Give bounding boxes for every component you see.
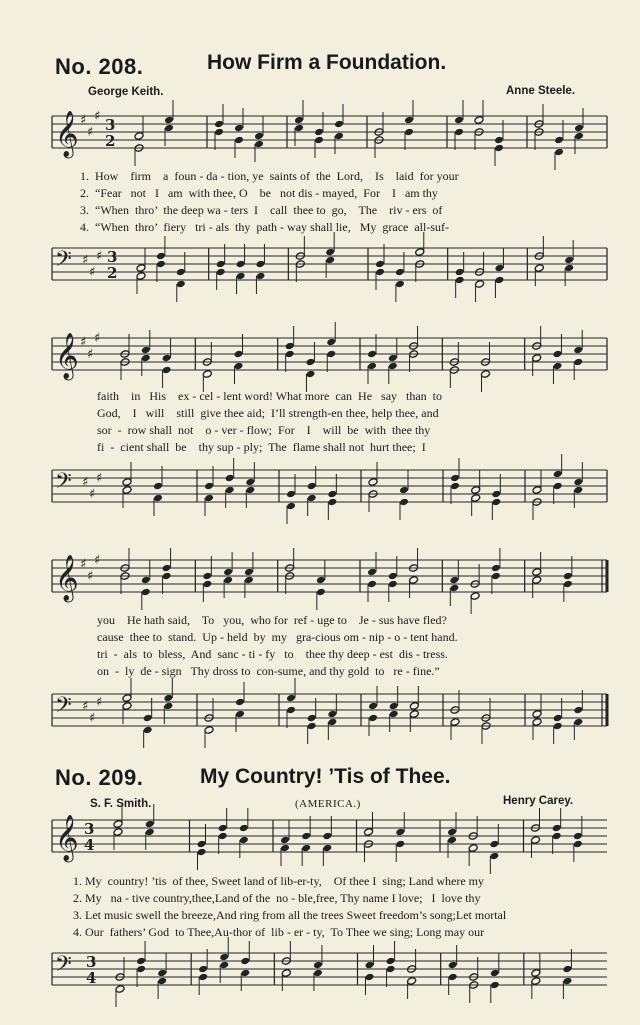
note-head: [368, 478, 378, 487]
note-head: [204, 482, 214, 491]
time-signature: 3: [84, 820, 95, 838]
note-head: [162, 564, 172, 573]
note-head: [573, 718, 583, 727]
verse-line: 3. “When thro’ the deep wa - ters I call thee to go, The riv - ers of: [80, 203, 443, 217]
note-head: [286, 490, 296, 499]
note-head: [494, 136, 504, 145]
note-head: [449, 584, 459, 593]
note-head: [244, 576, 254, 585]
note-head: [197, 840, 207, 849]
note-head: [399, 498, 409, 507]
note-head: [240, 957, 250, 966]
note-head: [532, 354, 542, 363]
sharp-icon: ♯: [82, 475, 89, 490]
note-head: [197, 848, 207, 857]
note-head: [314, 136, 324, 145]
note-head: [552, 824, 562, 833]
note-head: [157, 977, 167, 986]
note-head: [122, 478, 132, 487]
hymn-208-title: How Firm a Foundation.: [207, 51, 447, 74]
time-signature: 3: [86, 953, 97, 971]
verse-line: God, I will still give thee aid; I’ll strength-en thee, help thee, and: [97, 406, 439, 420]
note-head: [223, 576, 233, 585]
note-head: [552, 350, 562, 359]
note-head: [234, 136, 244, 145]
note-head: [143, 714, 153, 723]
treble-staff: [0, 330, 640, 392]
hymn-208-composer: George Keith.: [88, 86, 164, 98]
note-head: [562, 977, 572, 986]
note-head: [489, 852, 499, 861]
note-head: [481, 370, 491, 379]
note-head: [334, 132, 344, 141]
note-head: [236, 260, 246, 269]
note-head: [122, 694, 132, 703]
note-head: [563, 572, 573, 581]
note-head: [122, 486, 132, 495]
note-head: [491, 490, 501, 499]
sharp-icon: ♯: [94, 109, 101, 124]
note-head: [364, 828, 374, 837]
sharp-icon: ♯: [94, 331, 101, 346]
note-head: [234, 362, 244, 371]
note-head: [143, 726, 153, 735]
note-head: [532, 486, 542, 495]
verse-line: cause thee to stand. Up - held by my gra-cious om - nip - o - tent hand.: [97, 630, 458, 644]
note-head: [409, 710, 419, 719]
note-head: [447, 828, 457, 837]
note-head: [244, 568, 254, 577]
time-signature: 4: [86, 969, 97, 987]
hymn-209-tune: (AMERICA.): [295, 798, 361, 810]
note-head: [163, 694, 173, 703]
treble-staff: [0, 552, 640, 614]
note-head: [255, 272, 265, 281]
note-head: [534, 264, 544, 273]
verse-line: sor - row shall not o - ver - flow; For I will be with thee thy: [97, 423, 431, 437]
note-head: [234, 124, 244, 133]
bass-staff: [0, 240, 640, 302]
note-head: [234, 350, 244, 359]
verse-line: 1. My country! ’tis of thee, Sweet land of lib-er-ty, Of thee I sing; Land where my: [73, 874, 484, 888]
note-head: [474, 116, 484, 125]
note-head: [136, 272, 146, 281]
note-head: [388, 354, 398, 363]
note-head: [145, 828, 155, 837]
note-head: [395, 840, 405, 849]
note-head: [470, 592, 480, 601]
note-head: [316, 576, 326, 585]
note-head: [574, 124, 584, 133]
note-head: [375, 260, 385, 269]
note-head: [490, 981, 500, 990]
note-head: [202, 572, 212, 581]
note-head: [449, 576, 459, 585]
note-head: [285, 342, 295, 351]
note-head: [454, 128, 464, 137]
bass-clef-icon: 𝄢: [55, 247, 72, 277]
note-head: [307, 494, 317, 503]
note-head: [162, 572, 172, 581]
note-head: [455, 268, 465, 277]
treble-clef-icon: 𝄞: [55, 555, 79, 601]
time-signature: 2: [107, 264, 118, 282]
sharp-icon: ♯: [96, 695, 103, 710]
note-head: [239, 836, 249, 845]
note-head: [113, 828, 123, 837]
note-head: [454, 116, 464, 125]
note-head: [313, 961, 323, 970]
note-head: [552, 362, 562, 371]
sharp-icon: ♯: [80, 335, 87, 350]
note-head: [564, 256, 574, 265]
sharp-icon: ♯: [89, 265, 96, 280]
note-head: [164, 124, 174, 133]
hymn-209-author: S. F. Smith.: [90, 798, 152, 810]
bass-staff: [0, 686, 640, 748]
sharp-icon: ♯: [87, 347, 94, 362]
note-head: [404, 128, 414, 137]
verse-line: you He hath said, To you, who for ref - uge to Je - sus have fled?: [97, 613, 447, 627]
note-head: [468, 844, 478, 853]
note-head: [368, 714, 378, 723]
note-head: [531, 836, 541, 845]
sharp-icon: ♯: [80, 557, 87, 572]
note-head: [219, 953, 229, 962]
note-head: [239, 824, 249, 833]
note-head: [326, 338, 336, 347]
note-head: [156, 260, 166, 269]
note-head: [490, 969, 500, 978]
note-head: [307, 482, 317, 491]
note-head: [404, 116, 414, 125]
note-head: [471, 486, 481, 495]
note-head: [141, 354, 151, 363]
sharp-icon: ♯: [89, 487, 96, 502]
note-head: [494, 144, 504, 153]
note-head: [136, 957, 146, 966]
note-head: [367, 568, 377, 577]
hymn-208-author: Anne Steele.: [506, 85, 576, 97]
note-head: [162, 354, 172, 363]
note-head: [553, 714, 563, 723]
note-head: [562, 965, 572, 974]
note-head: [450, 474, 460, 483]
note-head: [334, 120, 344, 129]
note-head: [214, 128, 224, 137]
sharp-icon: ♯: [89, 711, 96, 726]
note-head: [281, 969, 291, 978]
sharp-icon: ♯: [82, 253, 89, 268]
note-head: [573, 706, 583, 715]
note-head: [218, 824, 228, 833]
note-head: [286, 502, 296, 511]
bass-clef-icon: 𝄢: [55, 693, 72, 723]
sharp-icon: ♯: [94, 553, 101, 568]
note-head: [219, 961, 229, 970]
verse-line: tri - als to bless, And sanc - ti - fy to thee thy deep - est dis - tress.: [97, 647, 448, 661]
note-head: [532, 568, 542, 577]
note-head: [494, 264, 504, 273]
note-head: [301, 844, 311, 853]
note-head: [552, 832, 562, 841]
note-head: [325, 256, 335, 265]
note-head: [491, 564, 501, 573]
time-signature: 3: [105, 116, 116, 134]
note-head: [554, 136, 564, 145]
note-head: [450, 718, 460, 727]
note-head: [240, 969, 250, 978]
sharp-icon: ♯: [87, 569, 94, 584]
note-head: [573, 346, 583, 355]
note-head: [395, 268, 405, 277]
note-head: [574, 132, 584, 141]
treble-clef-icon: 𝄞: [55, 111, 79, 157]
note-head: [573, 486, 583, 495]
note-head: [204, 726, 214, 735]
note-head: [407, 977, 417, 986]
note-head: [325, 248, 335, 257]
note-head: [236, 272, 246, 281]
treble-staff: [0, 108, 640, 170]
note-head: [531, 977, 541, 986]
note-head: [327, 498, 337, 507]
note-head: [554, 148, 564, 157]
note-head: [235, 710, 245, 719]
sharp-icon: ♯: [87, 125, 94, 140]
sharp-icon: ♯: [82, 699, 89, 714]
note-head: [216, 260, 226, 269]
note-head: [573, 478, 583, 487]
note-head: [307, 714, 317, 723]
note-head: [216, 268, 226, 277]
note-head: [202, 580, 212, 589]
note-head: [322, 832, 332, 841]
note-head: [326, 350, 336, 359]
note-head: [141, 588, 151, 597]
bass-staff: [0, 945, 640, 1007]
note-head: [553, 470, 563, 479]
note-head: [286, 694, 296, 703]
treble-clef-icon: 𝄞: [55, 333, 79, 379]
note-head: [313, 969, 323, 978]
note-head: [225, 474, 235, 483]
note-head: [368, 702, 378, 711]
note-head: [254, 132, 264, 141]
note-head: [365, 961, 375, 970]
note-head: [471, 494, 481, 503]
note-head: [327, 490, 337, 499]
time-signature: 3: [107, 248, 118, 266]
note-head: [494, 276, 504, 285]
hymn-209-title: My Country! ’Tis of Thee.: [200, 765, 451, 788]
verse-line: 3. Let music swell the breeze,And ring from all the trees Sweet freedom’s song;Let mortal: [73, 908, 507, 922]
sharp-icon: ♯: [96, 471, 103, 486]
note-head: [245, 478, 255, 487]
note-head: [176, 268, 186, 277]
note-head: [156, 252, 166, 261]
note-head: [448, 973, 458, 982]
note-head: [235, 698, 245, 707]
note-head: [294, 116, 304, 125]
sharp-icon: ♯: [80, 113, 87, 128]
note-head: [327, 718, 337, 727]
note-head: [365, 973, 375, 982]
note-head: [532, 718, 542, 727]
note-head: [531, 969, 541, 978]
note-head: [553, 482, 563, 491]
note-head: [409, 576, 419, 585]
time-signature: 2: [105, 132, 116, 150]
note-head: [294, 124, 304, 133]
note-head: [450, 482, 460, 491]
note-head: [204, 494, 214, 503]
note-head: [254, 140, 264, 149]
note-head: [532, 576, 542, 585]
note-head: [164, 116, 174, 125]
verse-line: fi - cient shall be thy sup - ply; The flame shall not hurt thee; I: [97, 440, 426, 454]
note-head: [564, 264, 574, 273]
note-head: [395, 828, 405, 837]
note-head: [389, 710, 399, 719]
note-head: [409, 702, 419, 711]
sharp-icon: ♯: [96, 249, 103, 264]
note-head: [280, 836, 290, 845]
bass-staff: [0, 462, 640, 524]
note-head: [448, 961, 458, 970]
note-head: [202, 370, 212, 379]
note-head: [145, 820, 155, 829]
note-head: [141, 576, 151, 585]
note-head: [327, 710, 337, 719]
note-head: [301, 832, 311, 841]
note-head: [475, 280, 485, 289]
note-head: [307, 722, 317, 731]
time-signature: 4: [84, 836, 95, 854]
note-head: [286, 706, 296, 715]
treble-clef-icon: 𝄞: [55, 815, 79, 861]
note-head: [491, 572, 501, 581]
note-head: [455, 276, 465, 285]
note-head: [532, 710, 542, 719]
note-head: [375, 268, 385, 277]
note-head: [176, 280, 186, 289]
note-head: [388, 572, 398, 581]
note-head: [153, 482, 163, 491]
verse-line: 2. My na - tive country,thee,Land of the no - ble,free, Thy name I love; I love thy: [73, 891, 481, 905]
note-head: [198, 973, 208, 982]
bass-clef-icon: 𝄢: [55, 469, 72, 499]
note-head: [225, 486, 235, 495]
note-head: [280, 844, 290, 853]
note-head: [115, 985, 125, 994]
note-head: [136, 264, 146, 273]
note-head: [218, 832, 228, 841]
note-head: [367, 362, 377, 371]
verse-line: 4. “When thro’ fiery tri - als thy path - way shall lie, My grace all-suf-: [80, 220, 449, 234]
note-head: [122, 702, 132, 711]
note-head: [141, 346, 151, 355]
note-head: [367, 580, 377, 589]
note-head: [157, 969, 167, 978]
note-head: [162, 366, 172, 375]
note-head: [163, 702, 173, 711]
note-head: [491, 498, 501, 507]
note-head: [389, 702, 399, 711]
note-head: [316, 588, 326, 597]
note-head: [314, 128, 324, 137]
verse-line: faith in His ex - cel - lent word! What more can He say than to: [97, 389, 443, 403]
verse-line: on - ly de - sign Thy dross to con-sume, and thy gold to re - fine.”: [97, 664, 440, 678]
verse-line: 2. “Fear not I am with thee, O be not dis - mayed, For I am thy: [80, 186, 438, 200]
note-head: [563, 580, 573, 589]
note-head: [386, 965, 396, 974]
note-head: [553, 722, 563, 731]
verse-line: 1. How firm a foun - da - tion, ye saints of the Lord, Is laid for your: [80, 169, 459, 183]
hymn-209-number: No. 209.: [55, 765, 144, 790]
note-head: [113, 820, 123, 829]
hymn-209-composer: Henry Carey.: [503, 795, 574, 807]
note-head: [198, 965, 208, 974]
note-head: [386, 957, 396, 966]
note-head: [447, 836, 457, 845]
note-head: [367, 350, 377, 359]
note-head: [255, 260, 265, 269]
hymn-208-number: No. 208.: [55, 54, 144, 79]
note-head: [153, 494, 163, 503]
note-head: [305, 358, 315, 367]
note-head: [573, 358, 583, 367]
note-head: [573, 832, 583, 841]
note-head: [388, 580, 398, 589]
treble-staff: [0, 812, 640, 874]
note-head: [245, 486, 255, 495]
note-head: [134, 132, 144, 141]
note-head: [573, 840, 583, 849]
note-head: [223, 568, 233, 577]
verse-line: 4. Our fathers’ God to Thee,Au-thor of lib - er - ty, To Thee we sing; Long may our: [73, 925, 485, 939]
note-head: [388, 362, 398, 371]
note-head: [322, 844, 332, 853]
note-head: [399, 486, 409, 495]
note-head: [489, 840, 499, 849]
note-head: [415, 248, 425, 257]
note-head: [214, 120, 224, 129]
note-head: [395, 280, 405, 289]
note-head: [305, 370, 315, 379]
note-head: [136, 965, 146, 974]
bass-clef-icon: 𝄢: [55, 952, 72, 982]
note-head: [285, 350, 295, 359]
